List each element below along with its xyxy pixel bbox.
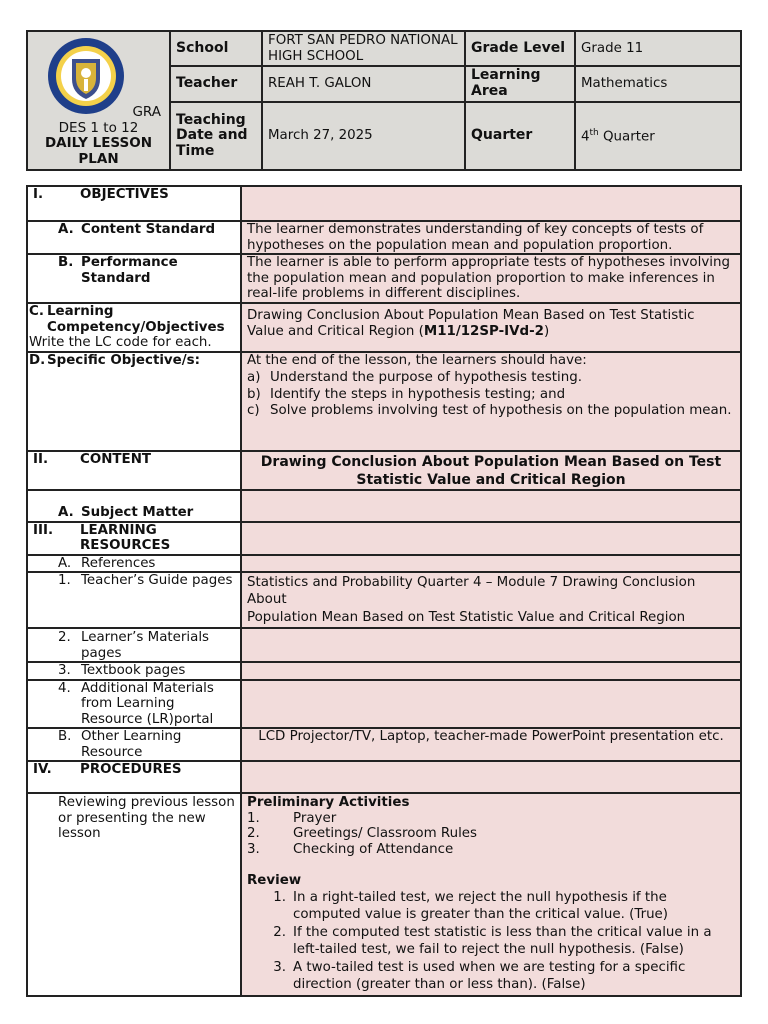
competency-label-2: Competency/Objectives xyxy=(47,319,225,335)
review-title: Review xyxy=(247,873,302,888)
textbook-label: Textbook pages xyxy=(81,663,186,678)
procedures-row xyxy=(27,761,741,793)
teachers-guide-text-2: Population Mean Based on Test Statistic Value and Critical Region xyxy=(247,610,686,625)
lesson-plan-table xyxy=(26,185,742,997)
content-standard-label: Content Standard xyxy=(81,222,216,237)
list-item: 2. If the computed test statistic is less than the critical value in a left-tailed test, we fail to reject the null hypothesis. (False) xyxy=(273,924,712,957)
learners-materials-row: 2. Learner’s Materials pages xyxy=(27,628,741,662)
specific-objectives-intro: At the end of the lesson, the learners should have: xyxy=(247,352,587,368)
preliminary-list xyxy=(247,811,735,858)
learning-area-label: Learning Area xyxy=(465,66,575,101)
lesson-header-table xyxy=(26,30,742,171)
grade-level-value: Grade 11 xyxy=(575,31,741,66)
review-step-label: Reviewing previous lesson or presenting the new lesson xyxy=(27,793,241,996)
list-item: 1. In a right-tailed test, we reject the null hypothesis if the computed value is greater than the critical value. (True) xyxy=(273,889,669,922)
teachers-guide-label: Teacher’s Guide pages xyxy=(81,573,233,588)
references-label: References xyxy=(81,555,156,571)
competency-text: Drawing Conclusion About Population Mean Based on Test Statistic Value and Critical Region ( xyxy=(247,308,695,339)
content-title: CONTENT xyxy=(80,451,152,467)
specific-objectives-label: Specific Objective/s: xyxy=(47,352,200,368)
teacher-value: REAH T. GALON xyxy=(262,66,465,101)
competency-row: C. Learning Competency/Objectives Write the LC code for each. Drawing Conclusion About Population Mean Based on Test Statistic Value and Critical Region (M11/12SP-IVd-2) xyxy=(27,303,741,352)
seal-text-dlp: DAILY LESSON xyxy=(44,135,153,151)
competency-label-1: Learning xyxy=(47,304,114,319)
quarter-number: 4 xyxy=(581,129,590,145)
performance-standard-text: The learner is able to perform appropriate tests of hypotheses involving the population mean and population proportion to make inferences in real-life problems in different disciplines. xyxy=(241,254,741,303)
grade-level-label: Grade Level xyxy=(465,31,575,66)
teacher-label: Teacher xyxy=(170,66,262,101)
content-row xyxy=(27,451,741,490)
list-item: 3. Checking of Attendance xyxy=(247,841,454,857)
textbook-row: 3. Textbook pages xyxy=(27,662,741,680)
list-item: 3. A two-tailed test is used when we are testing for a specific direction (greater than or less than). (False) xyxy=(273,959,686,992)
specific-objectives-list xyxy=(247,370,735,419)
specific-objectives-row: D. Specific Objective/s: At the end of the lesson, the learners should have: a) Understand the purpose of hypothesis testing. b) Identify the steps in hypothesis testing; and c) Solve problems involving test of hypothesis on the population mean. xyxy=(27,352,741,451)
learning-resources-row xyxy=(27,522,741,555)
teaching-date-label: Teaching Date and Time xyxy=(170,102,262,171)
learning-area-value: Mathematics xyxy=(575,66,741,101)
review-list xyxy=(247,889,735,994)
preliminary-title: Preliminary Activities xyxy=(247,795,410,810)
additional-materials-label: Additional Materials from Learning Resource (LR)portal xyxy=(81,680,214,727)
competency-code: M11/12SP-IVd-2 xyxy=(423,323,544,339)
list-item: c) Solve problems involving test of hypothesis on the population mean. xyxy=(247,403,732,418)
teachers-guide-row: 1. Teacher’s Guide pages Statistics and Probability Quarter 4 – Module 7 Drawing Conclusion About Population Mean Based on Test Statistic Value and Critical Region xyxy=(27,572,741,628)
learners-materials-label: Learner’s Materials pages xyxy=(81,630,210,661)
other-resource-text: LCD Projector/TV, Laptop, teacher-made PowerPoint presentation etc. xyxy=(241,728,741,761)
competency-note: Write the LC code for each. xyxy=(29,335,212,350)
other-resource-row: B. Other Learning Resource LCD Projector/TV, Laptop, teacher-made PowerPoint presentation etc. xyxy=(27,728,741,761)
references-row: A. References xyxy=(27,555,741,573)
performance-standard-label: Performance Standard xyxy=(81,255,178,286)
list-item: a) Understand the purpose of hypothesis testing. xyxy=(247,370,582,385)
objectives-row xyxy=(27,186,741,221)
objectives-number: I. xyxy=(33,187,44,202)
list-item: b) Identify the steps in hypothesis testing; and xyxy=(247,386,566,402)
quarter-label: Quarter xyxy=(465,102,575,171)
list-item: 1. Prayer xyxy=(247,810,337,826)
school-value: FORT SAN PEDRO NATIONAL HIGH SCHOOL xyxy=(262,31,465,66)
other-resource-label: Other Learning Resource xyxy=(81,729,182,760)
teachers-guide-text-1: Statistics and Probability Quarter 4 – Module 7 Drawing Conclusion About xyxy=(247,575,696,607)
list-item: 2. Greetings/ Classroom Rules xyxy=(247,826,478,841)
school-label: School xyxy=(170,31,262,66)
subject-matter-row: A. Subject Matter xyxy=(27,490,741,522)
seal-text-plan: PLAN xyxy=(78,150,119,167)
performance-standard-row: B. Performance Standard The learner is able to perform appropriate tests of hypotheses involving the population mean and population proportion to make inferences in real-life problems in different disciplines. xyxy=(27,254,741,303)
learning-resources-number: III. xyxy=(33,522,54,538)
content-number: II. xyxy=(33,451,49,467)
content-topic: Drawing Conclusion About Population Mean Based on Test Statistic Value and Critical Region xyxy=(241,451,741,490)
additional-materials-row: 4. Additional Materials from Learning Resource (LR)portal xyxy=(27,680,741,729)
subject-matter-label: Subject Matter xyxy=(81,505,194,520)
learning-resources-title: LEARNING RESOURCES xyxy=(80,522,171,553)
deped-seal-icon xyxy=(42,37,130,115)
quarter-word: Quarter xyxy=(598,129,655,145)
procedures-title: PROCEDURES xyxy=(80,762,182,777)
deped-seal-cell xyxy=(27,31,170,170)
content-standard-text: The learner demonstrates understanding of key concepts of tests of hypotheses on the population mean and population proportion. xyxy=(241,221,741,254)
quarter-value xyxy=(575,102,741,171)
seal-text-gra: GRA xyxy=(132,104,161,120)
teaching-date-value: March 27, 2025 xyxy=(262,102,465,171)
seal-text-grades: DES 1 to 12 xyxy=(58,119,139,136)
quarter-suffix: th xyxy=(589,128,599,139)
content-standard-row: A. Content Standard The learner demonstrates understanding of key concepts of tests of hypotheses on the population mean and population proportion. xyxy=(27,221,741,254)
review-row xyxy=(27,793,741,996)
procedures-number: IV. xyxy=(33,762,52,777)
objectives-title: OBJECTIVES xyxy=(80,187,169,202)
